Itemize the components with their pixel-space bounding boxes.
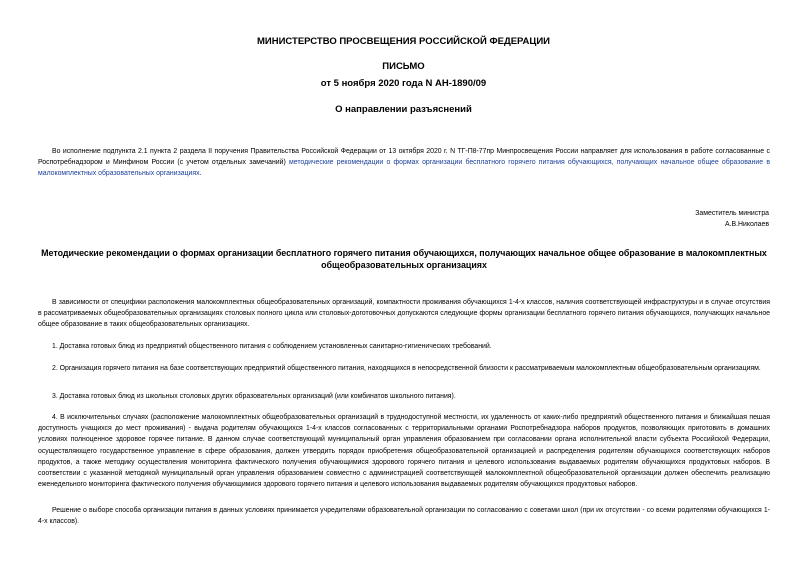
methodology-item-1: 1. Доставка готовых блюд из предприятий общественного питания с соблюдением установленных санитарно-гигиенических требований. [52, 343, 492, 350]
methodology-item-2: 2. Организация горячего питания на базе соответствующих предприятий общественного питания, находящихся в непосредственной близости к рассматриваемым малокомплектным общеобразовательным организациям. [52, 365, 761, 372]
document-subject: О направлении разъяснений [335, 104, 472, 115]
methodology-conclusion: Решение о выборе способа организации питания в данных условиях принимается учредителями образовательной организации по согласованию с советами школ (при их отсутствии - со всеми родителями обучающихся 1-4-х классов). [38, 507, 770, 526]
intro-paragraph [38, 146, 770, 180]
methodology-title: Методические рекомендации о формах организации бесплатного горячего питания обучающихся, получающих начальное общее образование в малокомплектных общеобразовательных организациях [41, 248, 767, 270]
intro-end: . [199, 170, 202, 178]
signature-position: Заместитель министра [695, 210, 769, 217]
ministry-heading: МИНИСТЕРСТВО ПРОСВЕЩЕНИЯ РОССИЙСКОЙ ФЕДЕРАЦИИ [256, 36, 551, 47]
methodology-item-4: 4. В исключительных случаях (расположение малокомплектных общеобразовательных организаций в труднодоступной местности, их удаленность от каких-либо предприятий общественного питания и ближайшая пешая доступность учащихся до мест проживания) - выдача родителям обучающихся 1-4-х классов согласованных с территориальными органами Роспотребнадзора наборов продуктов, позволяющих приготовить в домашних условиях полноценное здоровое горячее питание. В данном случае соответствующий муниципальный орган управления образованием при согласовании органа исполнительной власти субъекта Российской Федерации, осуществляющего государственное управление в сфере образования, должен утвердить порядок приобретения общеобразовательной организацией и распределения родителям обучающихся соответствующих наборов продуктов, а также методику осуществления мониторинга фактического получения обучающимися здорового горячего питания и целевого использования выдаваемых родителям обучающихся продуктовых наборов. В соответствии с указанной методикой муниципальный орган управления образованием совместно с администрацией соответствующей малокомплектной общеобразовательной организации должен обеспечить реализацию еженедельного мониторинга фактического получения обучающимися здорового горячего питания и целевого использования выдаваемых родителям обучающихся продуктовых наборов. [38, 414, 770, 489]
document-date-number: от 5 ноября 2020 года N АН-1890/09 [320, 78, 487, 89]
signature-name: А.В.Николаев [725, 221, 769, 228]
recommendations-link[interactable]: методические рекомендации о формах организации бесплатного горячего питания обучающихся, получающих начальное общее образование в малокомплектных образовательных организациях [38, 159, 771, 178]
document-type: ПИСЬМО [382, 61, 425, 72]
methodology-paragraph: В зависимости от специфики расположения малокомплектных общеобразовательных организаций, компактности проживания обучающихся 1-4-х классов, наличия соответствующей инфраструктуры и в случае отсутствия в рассматриваемых общеобразовательных организациях столовых полного цикла или столовых-доготовочных допускаются следующие формы организации бесплатного горячего питания обучающихся, получающих начальное общее образование в таких общеобразовательных организациях. [38, 299, 770, 329]
intro-text: Во исполнение подпункта 2.1 пункта 2 раздела II поручения Правительства Российской Федерации от 13 октября 2020 г. N ТГ-П8-77пр Минпросвещения России направляет для использования в работе согласованные с Роспотребнадзором и Минфином России (с учетом отдельных замечаний) [38, 148, 770, 167]
methodology-item-3: 3. Доставка готовых блюд из школьных столовых других образовательных организаций (или комбинатов школьного питания). [52, 393, 456, 400]
